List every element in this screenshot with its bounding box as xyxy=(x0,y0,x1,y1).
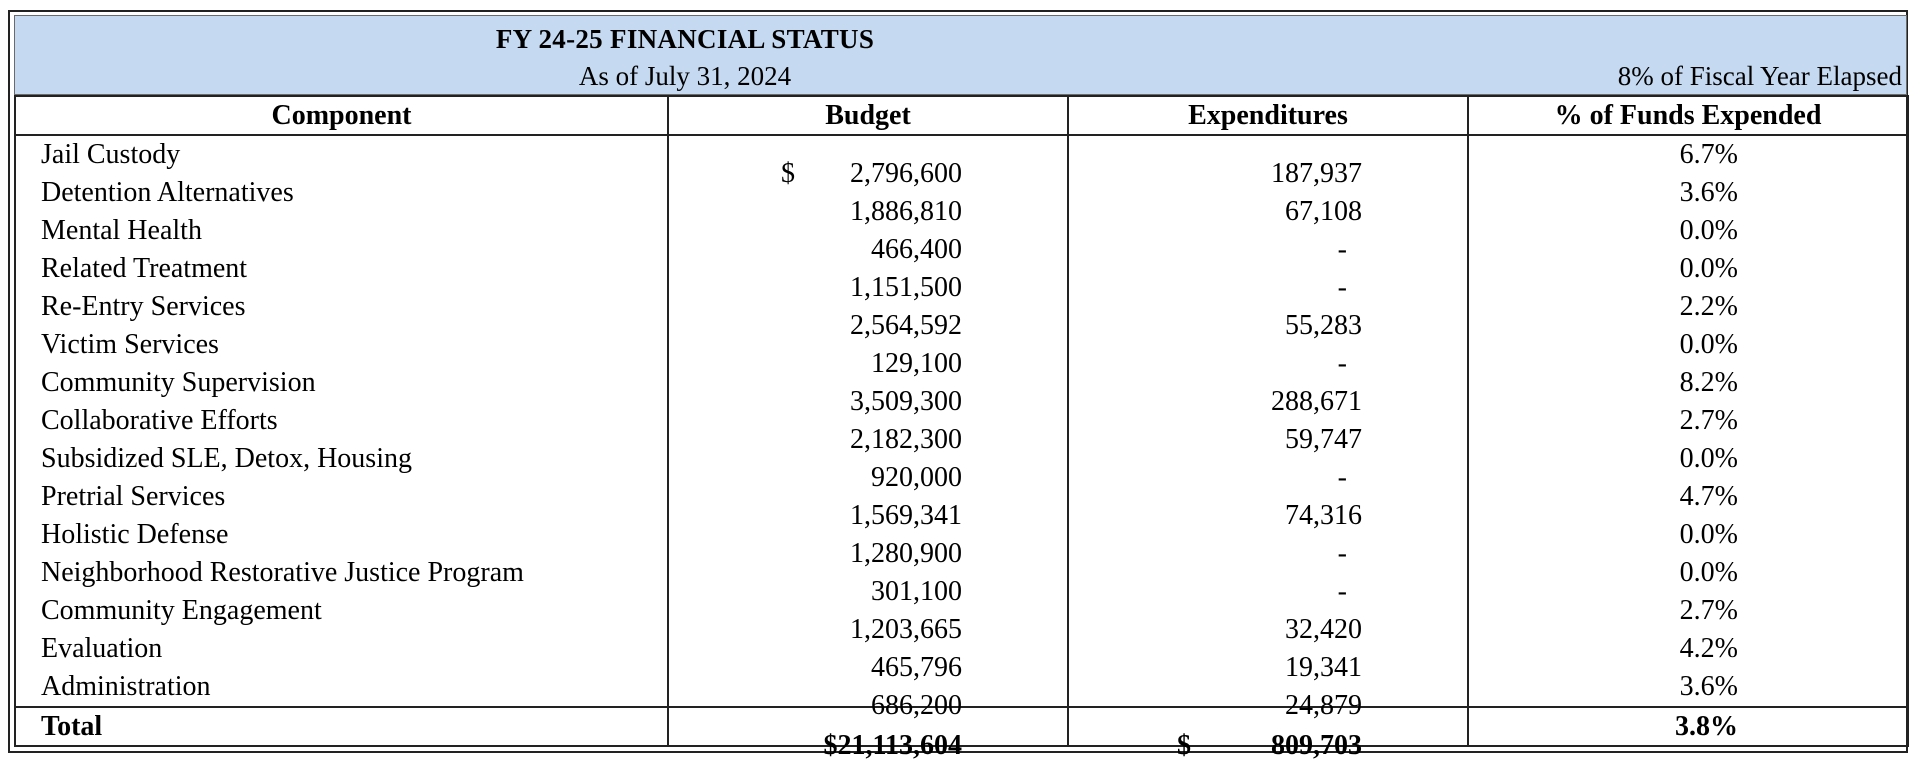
expenditures-cell xyxy=(1068,250,1468,303)
expenditures-cell xyxy=(1068,212,1468,265)
component-name: Re-Entry Services xyxy=(15,288,668,326)
financial-status-sheet xyxy=(14,15,1907,761)
budget-amount: 466,400 xyxy=(871,234,962,265)
expenditures-cell xyxy=(1068,364,1468,417)
budget-amount: 1,569,341 xyxy=(850,500,962,531)
budget-cell xyxy=(668,364,1068,417)
pct-expended-cell xyxy=(1468,135,1908,174)
budget-amount: 1,151,500 xyxy=(850,272,962,303)
expenditures-cell xyxy=(1068,630,1468,683)
expenditures-cell xyxy=(1068,135,1468,189)
pct-expended-cell xyxy=(1468,440,1908,478)
component-name: Community Supervision xyxy=(15,364,668,402)
component-name: Neighborhood Restorative Justice Program xyxy=(15,554,668,592)
pct-expended: 0.0% xyxy=(1679,215,1738,246)
table-row xyxy=(15,554,1908,592)
expenditures-amount: - xyxy=(1337,272,1347,303)
column-header-expenditures: Expenditures xyxy=(1068,96,1468,135)
component-name: Subsidized SLE, Detox, Housing xyxy=(15,440,668,478)
budget-cell xyxy=(668,554,1068,607)
table-row xyxy=(15,364,1908,402)
pct-expended-cell xyxy=(1468,174,1908,212)
component-name: Related Treatment xyxy=(15,250,668,288)
table-row xyxy=(15,174,1908,212)
pct-expended-cell xyxy=(1468,554,1908,592)
column-header-component: Component xyxy=(15,96,668,135)
table-row xyxy=(15,250,1908,288)
report-date: As of July 31, 2024 xyxy=(578,61,792,91)
expenditures-amount: - xyxy=(1337,576,1347,607)
table-row xyxy=(15,478,1908,516)
budget-currency: $ xyxy=(781,158,795,189)
pct-expended-cell xyxy=(1468,630,1908,668)
pct-expended-cell xyxy=(1468,212,1908,250)
budget-amount: 2,796,600 xyxy=(850,158,962,189)
pct-expended-cell xyxy=(1468,364,1908,402)
table-row xyxy=(15,212,1908,250)
total-budget-cell xyxy=(668,707,1068,761)
expenditures-cell xyxy=(1068,440,1468,493)
component-name: Pretrial Services xyxy=(15,478,668,516)
component-name: Jail Custody xyxy=(15,135,668,174)
pct-expended: 0.0% xyxy=(1679,557,1738,588)
total-pct-cell xyxy=(1468,707,1908,746)
pct-expended: 2.7% xyxy=(1679,595,1738,626)
expenditures-amount: - xyxy=(1337,234,1347,265)
budget-amount: 129,100 xyxy=(871,348,962,379)
pct-expended: 2.2% xyxy=(1679,291,1738,322)
component-name: Community Engagement xyxy=(15,592,668,630)
table-row xyxy=(15,402,1908,440)
component-name: Mental Health xyxy=(15,212,668,250)
header-band xyxy=(14,15,1907,95)
budget-amount: 301,100 xyxy=(871,576,962,607)
table-row xyxy=(15,440,1908,478)
pct-expended-cell xyxy=(1468,478,1908,516)
table-row xyxy=(15,630,1908,668)
budget-cell xyxy=(668,250,1068,303)
budget-cell xyxy=(668,516,1068,569)
expenditures-amount: 288,671 xyxy=(1271,386,1362,417)
expenditures-amount: - xyxy=(1337,462,1347,493)
table-body xyxy=(15,135,1908,721)
pct-expended-cell xyxy=(1468,668,1908,707)
budget-amount: 2,564,592 xyxy=(850,310,962,341)
expenditures-cell xyxy=(1068,668,1468,721)
pct-expended: 0.0% xyxy=(1679,253,1738,284)
budget-amount: 2,182,300 xyxy=(850,424,962,455)
pct-expended: 0.0% xyxy=(1679,519,1738,550)
table-row xyxy=(15,135,1908,174)
pct-expended: 8.2% xyxy=(1679,367,1738,398)
component-name: Collaborative Efforts xyxy=(15,402,668,440)
expenditures-amount: - xyxy=(1337,538,1347,569)
table-row xyxy=(15,516,1908,554)
budget-cell xyxy=(668,440,1068,493)
expenditures-cell xyxy=(1068,516,1468,569)
component-name: Administration xyxy=(15,668,668,707)
pct-expended: 4.7% xyxy=(1679,481,1738,512)
component-name: Detention Alternatives xyxy=(15,174,668,212)
pct-expended: 2.7% xyxy=(1679,405,1738,436)
budget-cell xyxy=(668,135,1068,189)
budget-cell xyxy=(668,402,1068,455)
expenditures-cell xyxy=(1068,402,1468,455)
component-name: Holistic Defense xyxy=(15,516,668,554)
budget-amount: 1,203,665 xyxy=(850,614,962,645)
pct-expended-cell xyxy=(1468,288,1908,326)
budget-amount: 465,796 xyxy=(871,652,962,683)
table-row xyxy=(15,326,1908,364)
budget-cell xyxy=(668,288,1068,341)
budget-amount: 686,200 xyxy=(871,690,962,721)
expenditures-cell xyxy=(1068,478,1468,531)
component-name: Evaluation xyxy=(15,630,668,668)
expenditures-amount: 187,937 xyxy=(1271,158,1362,189)
total-expenditures-cell xyxy=(1068,707,1468,761)
budget-amount: 1,886,810 xyxy=(850,196,962,227)
table-row xyxy=(15,288,1908,326)
pct-expended-cell xyxy=(1468,250,1908,288)
total-exp-currency: $ xyxy=(1177,729,1191,761)
pct-expended-cell xyxy=(1468,516,1908,554)
expenditures-amount: 59,747 xyxy=(1285,424,1362,455)
total-row xyxy=(15,707,1908,746)
table-row xyxy=(15,592,1908,630)
budget-amount: 920,000 xyxy=(871,462,962,493)
expenditures-amount: 55,283 xyxy=(1285,310,1362,341)
budget-cell xyxy=(668,668,1068,721)
pct-expended-cell xyxy=(1468,592,1908,630)
total-label: Total xyxy=(15,707,668,746)
total-budget: $21,113,604 xyxy=(823,729,962,761)
budget-cell xyxy=(668,630,1068,683)
budget-cell xyxy=(668,592,1068,645)
expenditures-cell xyxy=(1068,554,1468,607)
expenditures-amount: 74,316 xyxy=(1285,500,1362,531)
pct-expended: 0.0% xyxy=(1679,329,1738,360)
expenditures-cell xyxy=(1068,174,1468,227)
expenditures-cell xyxy=(1068,592,1468,645)
budget-amount: 3,509,300 xyxy=(850,386,962,417)
pct-expended: 0.0% xyxy=(1679,443,1738,474)
expenditures-cell xyxy=(1068,288,1468,341)
budget-cell xyxy=(668,326,1068,379)
report-title: FY 24-25 FINANCIAL STATUS xyxy=(495,24,875,54)
total-pct: 3.8% xyxy=(1675,711,1738,742)
pct-expended-cell xyxy=(1468,402,1908,440)
budget-amount: 1,280,900 xyxy=(850,538,962,569)
expenditures-amount: 19,341 xyxy=(1285,652,1362,683)
budget-cell xyxy=(668,212,1068,265)
pct-expended: 3.6% xyxy=(1679,671,1738,702)
column-header-budget: Budget xyxy=(668,96,1068,135)
budget-cell xyxy=(668,174,1068,227)
expenditures-amount: 32,420 xyxy=(1285,614,1362,645)
pct-expended: 4.2% xyxy=(1679,633,1738,664)
total-expenditures: 809,703 xyxy=(1271,729,1362,761)
table-row xyxy=(15,668,1908,707)
expenditures-amount: 24,879 xyxy=(1285,690,1362,721)
pct-expended: 3.6% xyxy=(1679,177,1738,208)
table-header-row xyxy=(15,96,1908,135)
component-name: Victim Services xyxy=(15,326,668,364)
expenditures-amount: 67,108 xyxy=(1285,196,1362,227)
pct-expended-cell xyxy=(1468,326,1908,364)
budget-cell xyxy=(668,478,1068,531)
pct-expended: 6.7% xyxy=(1679,139,1738,170)
expenditures-amount: - xyxy=(1337,348,1347,379)
financial-table xyxy=(14,95,1909,761)
expenditures-cell xyxy=(1068,326,1468,379)
fiscal-year-elapsed: 8% of Fiscal Year Elapsed xyxy=(1617,61,1902,91)
column-header-pct-expended: % of Funds Expended xyxy=(1468,96,1908,135)
